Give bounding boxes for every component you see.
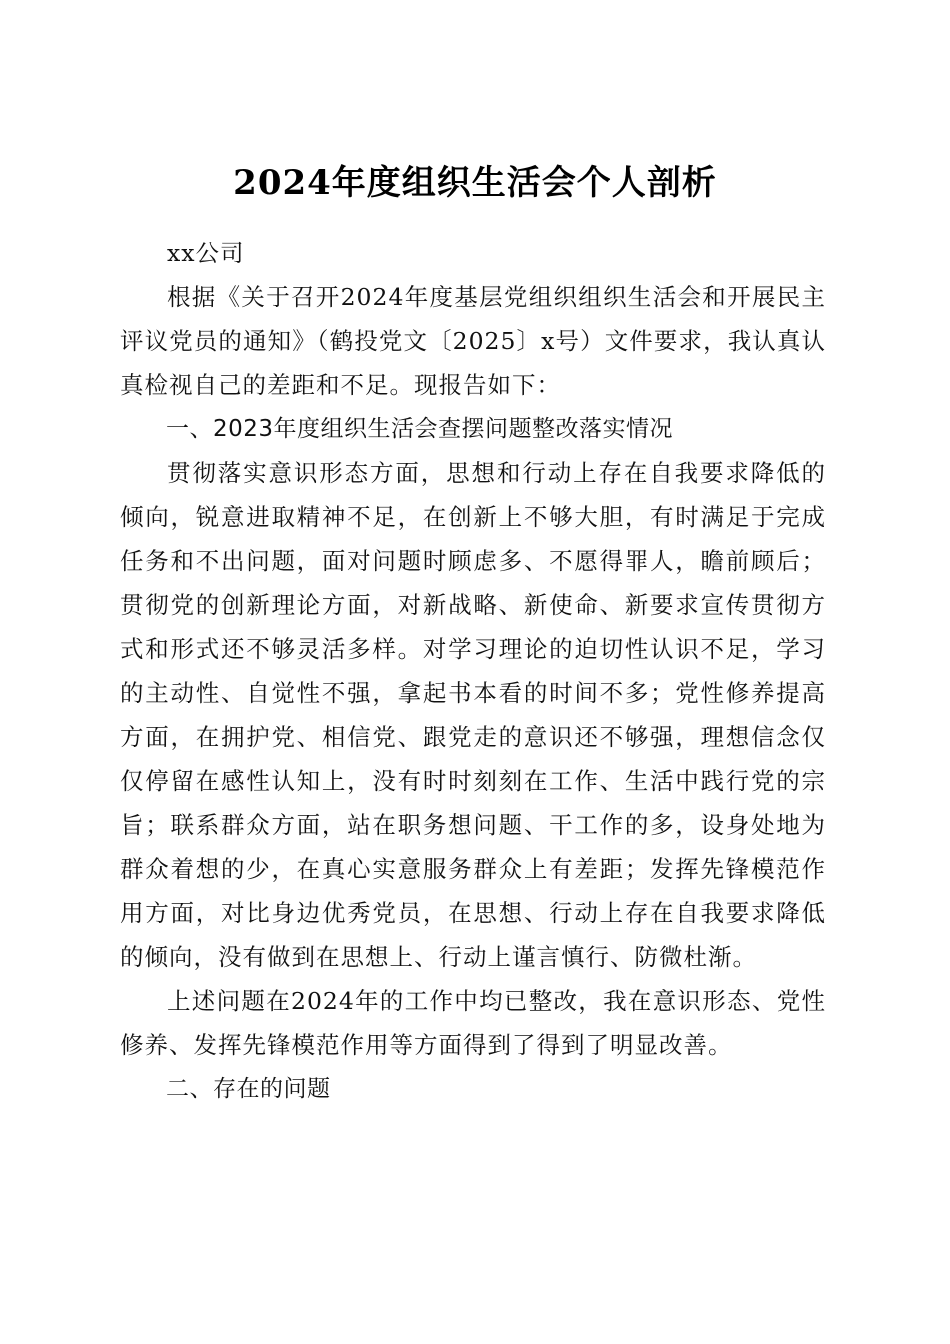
company-name: xx公司 <box>167 239 245 267</box>
intro-paragraph: 根据《关于召开2024年度基层党组织组织生活会和开展民主评议党员的通知》（鹤投党文〔2025〕x号）文件要求，我认真认真检视自己的差距和不足。现报告如下： <box>120 283 826 399</box>
section-1-heading: 一、2023年度组织生活会查摆问题整改落实情况 <box>166 416 674 442</box>
section-1-conclusion: 上述问题在2024年的工作中均已整改，我在意识形态、党性修养、发挥先锋模范作用等方面得到了得到了明显改善。 <box>120 987 826 1059</box>
document-body <box>120 231 826 1111</box>
section-2-heading: 二、存在的问题 <box>166 1076 331 1102</box>
document-title: 2024年度组织生活会个人剖析 <box>233 162 717 203</box>
section-1-body: 贯彻落实意识形态方面，思想和行动上存在自我要求降低的倾向，锐意进取精神不足，在创新上不够大胆，有时满足于完成任务和不出问题，面对问题时顾虑多、不愿得罪人，瞻前顾后；贯彻党的创新理论方面，对新战略、新使命、新要求宣传贯彻方式和形式还不够灵活多样。对学习理论的迫切性认识不足，学习的主动性、自觉性不强，拿起书本看的时间不多；党性修养提高方面，在拥护党、相信党、跟党走的意识还不够强，理想信念仅仅停留在感性认知上，没有时时刻刻在工作、生活中践行党的宗旨；联系群众方面，站在职务想问题、干工作的多，设身处地为群众着想的少，在真心实意服务群众上有差距；发挥先锋模范作用方面，对比身边优秀党员，在思想、行动上存在自我要求降低的倾向，没有做到在思想上、行动上谨言慎行、防微杜渐。 <box>120 459 826 971</box>
